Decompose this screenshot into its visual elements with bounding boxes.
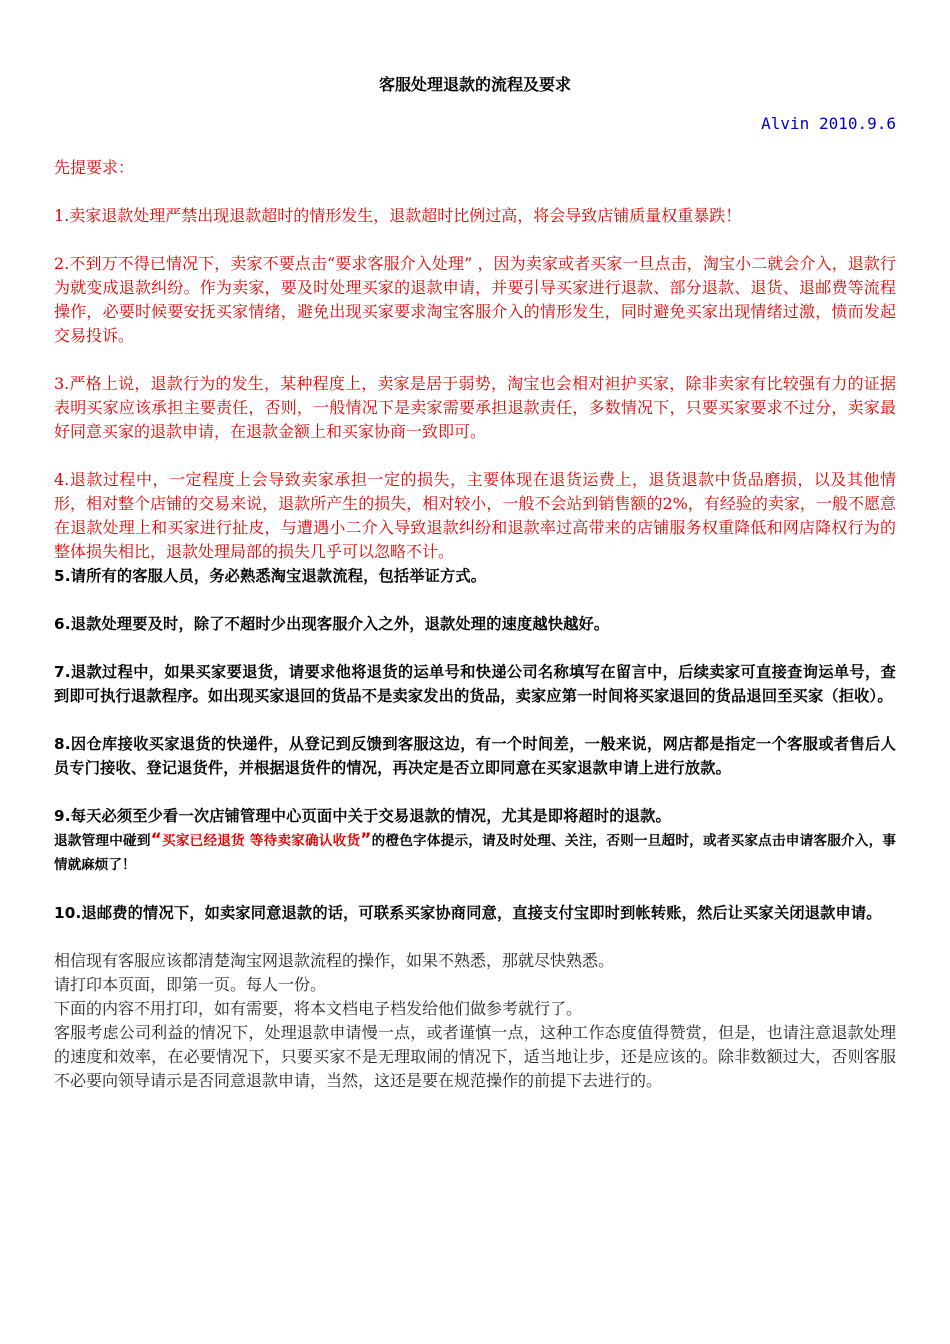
requirement-4: 4.退款过程中，一定程度上会导致卖家承担一定的损失，主要体现在退货运费上，退货退款中货品磨损，以及其他情形，相对整个店铺的交易来说，退款所产生的损失，相对较小，一般不会站到销售额的2%，有经验的卖家，一般不愿意在退款处理上和买家进行扯皮，与遭遇小二介入导致退款纠纷和退款率过高带来的店铺服务权重降低和网店降权行为的整体损失相比，退款处理局部的损失几乎可以忽略不计。 [54, 470, 896, 561]
requirement-1: 1.卖家退款处理严禁出现退款超时的情形发生，退款超时比例过高，将会导致店铺质量权重暴跌！ [54, 206, 742, 225]
requirement-9: 9.每天必须至少看一次店铺管理中心页面中关于交易退款的情况，尤其是即将超时的退款。 [54, 807, 671, 825]
orange-status-highlight: 买家已经退货 等待卖家确认收货 [161, 833, 361, 849]
requirement-8: 8.因仓库接收买家退货的快递件，从登记到反馈到客服这边，有一个时间差，一般来说，网店都是指定一个客服或者售后人员专门接收、登记退货件，并根据退货件的情况，再决定是否立即同意在买家退款申请上进行放款。 [54, 735, 896, 777]
author-date-line: Alvin 2010.9.6 [761, 114, 896, 133]
document-title: 客服处理退款的流程及要求 [378, 75, 571, 94]
requirement-7: 7.退款过程中，如果买家要退货，请要求他将退货的运单号和快递公司名称填写在留言中，后续卖家可直接查询运单号，查到即可执行退款程序。如出现买家退回的货品不是卖家发出的货品，卖家应第一时间将买家退回的货品退回至买家（拒收）。 [54, 663, 896, 705]
closing-line-1: 相信现有客服应该都清楚淘宝网退款流程的操作，如果不熟悉，那就尽快熟悉。 [54, 951, 615, 970]
note-suffix: 的橙色字体提示，请及时处理、关注，否则一旦超时，或者买家点击申请客服介入，事情就麻烦了！ [54, 833, 897, 873]
requirement-6: 6.退款处理要及时，除了不超时少出现客服介入之外，退款处理的速度越快越好。 [54, 615, 610, 633]
requirement-3: 3.严格上说，退款行为的发生，某种程度上，卖家是居于弱势，淘宝也会相对袒护买家，除非卖家有比较强有力的证据表明买家应该承担主要责任，否则，一般情况下是卖家需要承担退款责任，多数情况下，只要买家要求不过分，卖家最好同意买家的退款申请，在退款金额上和买家协商一致即可。 [54, 374, 896, 441]
closing-line-3: 下面的内容不用打印，如有需要，将本文档电子档发给他们做参考就行了。 [54, 999, 583, 1018]
requirement-5: 5.请所有的客服人员，务必熟悉淘宝退款流程，包括举证方式。 [54, 567, 487, 585]
requirement-9-note [54, 828, 896, 877]
note-prefix: 退款管理中碰到 [54, 833, 151, 849]
note-open-quote: “ [150, 830, 162, 850]
intro-heading: 先提要求： [54, 158, 135, 177]
requirement-2: 2.不到万不得已情况下，卖家不要点击“要求客服介入处理” ，因为卖家或者买家一旦点击，淘宝小二就会介入，退款行为就变成退款纠纷。作为卖家，要及时处理买家的退款申请，并要引导买家进行退款、部分退款、退货、退邮费等流程操作，必要时候要安抚买家情绪，避免出现买家要求淘宝客服介入的情形发生，同时避免买家出现情绪过激，愤而发起交易投诉。 [54, 254, 896, 345]
document-page [54, 72, 896, 1093]
note-close-quote: ” [360, 830, 372, 850]
requirement-10: 10.退邮费的情况下，如卖家同意退款的话，可联系买家协商同意，直接支付宝即时到帐转账，然后让买家关闭退款申请。 [54, 904, 882, 922]
closing-line-4: 客服考虑公司利益的情况下，处理退款申请慢一点，或者谨慎一点，这种工作态度值得赞赏，但是，也请注意退款处理的速度和效率，在必要情况下，只要买家不是无理取闹的情况下，适当地让步，还是应该的。除非数额过大，否则客服不必要向领导请示是否同意退款申请，当然，这还是要在规范操作的前提下去进行的。 [54, 1023, 896, 1090]
closing-line-2: 请打印本页面，即第一页。每人一份。 [54, 975, 327, 994]
